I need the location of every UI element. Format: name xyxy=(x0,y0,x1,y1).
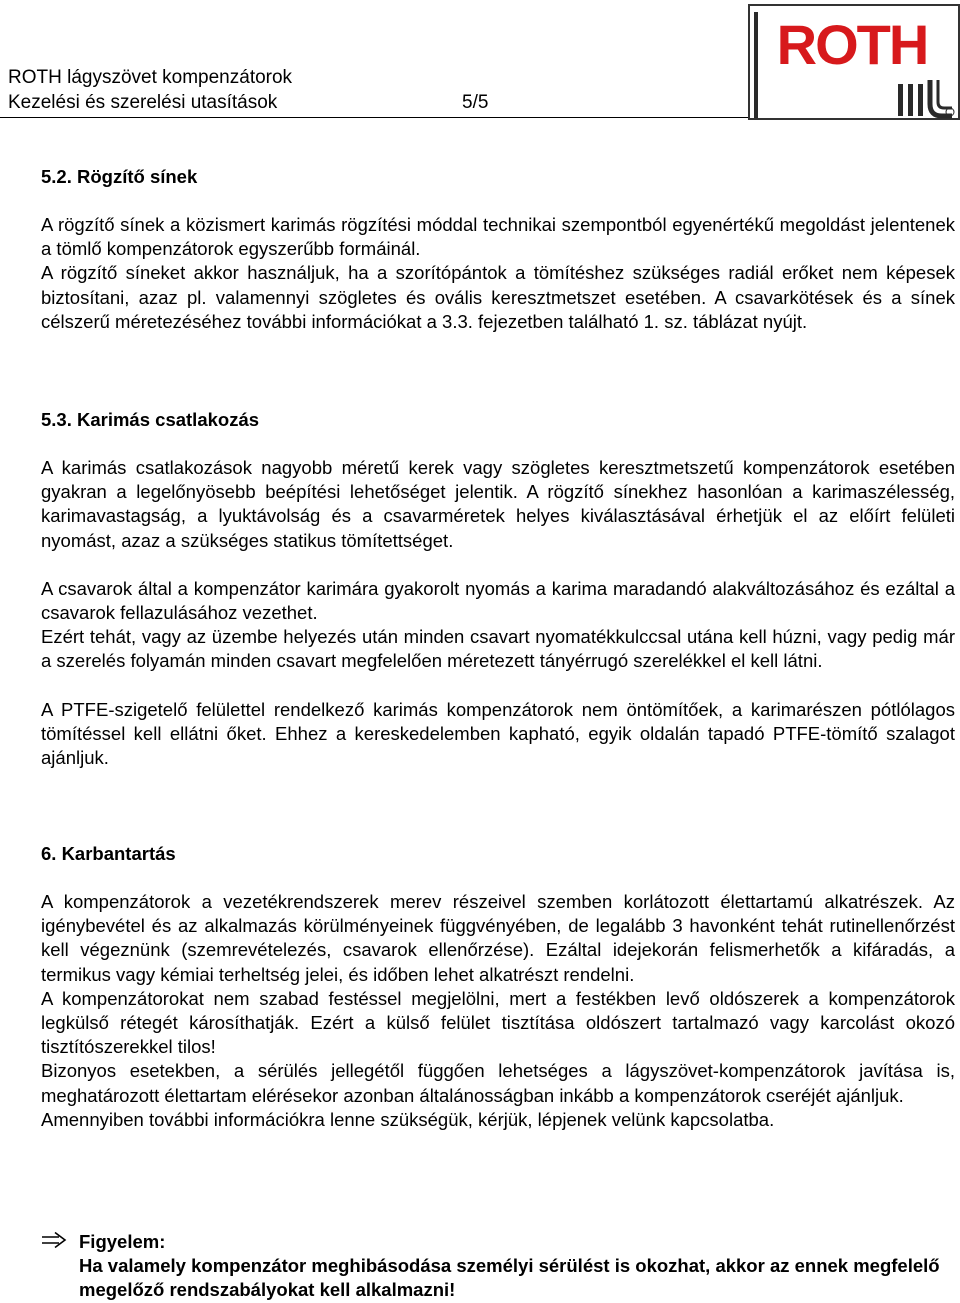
page-number: 5/5 xyxy=(462,92,489,113)
paragraph: A kompenzátorok a vezetékrendszerek merev részeivel szemben korlátozott élettartamú alkatrészek. Az igénybevétel és az alkalmazás körülményeinek függvényében, de legalább 3 havonként tehát rutinellenőrzést kell végeznünk (szemrevételezés, csavarok ellenőrzése). Ezáltal idejekorán felismerhetők a kifáradás, a termikus vagy kémiai terheltség jelei, és időben lehet alkatrészt rendelni. xyxy=(41,891,955,985)
header-divider xyxy=(0,117,748,118)
warning-title: Figyelem: xyxy=(79,1231,166,1252)
section-5-3 xyxy=(41,408,955,770)
paragraph: Amennyiben további információkra lenne szükségük, kérjük, lépjenek velünk kapcsolatba. xyxy=(41,1108,775,1130)
header-document-title: Kezelési és szerelési utasítások xyxy=(8,92,278,113)
warning-text: Ha valamely kompenzátor meghibásodása személyi sérülést is okozhat, akkor az ennek megfelelő megelőző rendszabályokat kell alkalmazni! xyxy=(79,1255,940,1300)
section-heading: 5.3. Karimás csatlakozás xyxy=(41,409,260,430)
double-arrow-right-icon xyxy=(41,1231,67,1249)
header-product-title: ROTH lágyszövet kompenzátorok xyxy=(8,67,293,88)
section-heading: 6. Karbantartás xyxy=(41,843,176,864)
paragraph: A karimás csatlakozások nagyobb méretű kerek vagy szögletes keresztmetszetű kompenzátorok esetében gyakran a legelőnyösebb beépítési lehetőséget jelentik. A rögzítő sínekhez hasonlóan a karimaszélesség, karimavastagság, a lyuktávolság és a csavarméretek helyes kiválasztásával érhetjük el az előírt felületi nyomást, azaz a szükséges statikus tömítettséget. xyxy=(41,457,955,551)
paragraph: Bizonyos esetekben, a sérülés jellegétől függően lehetséges a lágyszövet-kompenzátorok javítása is, meghatározott élettartam elérésekor azonban általánosságban inkább a kompenzátorok cseréjét ajánljuk. xyxy=(41,1060,955,1106)
logo-wordmark: ROTH xyxy=(776,13,928,76)
paragraph: Ezért tehát, vagy az üzembe helyezés után minden csavart nyomatékkulccsal utána kell húzni, vagy pedig már a szerelés folyamán minden csavart megfelelően méretezett tányérrugó szerelékkel el kell látni. xyxy=(41,626,955,672)
roth-logo xyxy=(748,4,960,120)
section-heading: 5.2. Rögzítő sínek xyxy=(41,166,198,187)
paragraph: A csavarok által a kompenzátor karimára gyakorolt nyomás a karima maradandó alakváltozásához és ezáltal a csavarok fellazulásához vezethet. xyxy=(41,577,955,624)
paragraph: A rögzítő sínek a közismert karimás rögzítési móddal technikai szempontból egyenértékű megoldást jelentenek a tömlő kompenzátorok egyszerűbb formáinál. xyxy=(41,214,955,260)
paragraph: A PTFE-szigetelő felülettel rendelkező karimás kompenzátorok nem öntömítőek, a karimarészen pótlólagos tömítéssel kell ellátni őket. Ehhez a kereskedelemben kapható, egyik oldalán tapadó PTFE-tömítő szalagot ajánljuk. xyxy=(41,698,955,769)
page-header xyxy=(0,0,960,120)
section-5-2 xyxy=(41,165,955,334)
section-6 xyxy=(41,842,955,1132)
document-body xyxy=(41,165,955,1130)
paragraph: A rögzítő síneket akkor használjuk, ha a szorítópántok a tömítéshez szükséges radiál erőket nem képesek biztosítani, azaz pl. valamennyi szögletes és ovális keresztmetszet esetében. A csavarkötések és a sínek célszerű méretezéséhez további információkat a 3.3. fejezetben található 1. sz. táblázat nyújt. xyxy=(41,262,955,332)
paragraph: A kompenzátorokat nem szabad festéssel megjelölni, mert a festékben levő oldószerek a kompenzátorok legkülső rétegét károsíthatják. Ezért a külső felület tisztítása oldószert tartalmazó vagy karcolást okozó tisztítószerekkel tilos! xyxy=(41,987,955,1058)
